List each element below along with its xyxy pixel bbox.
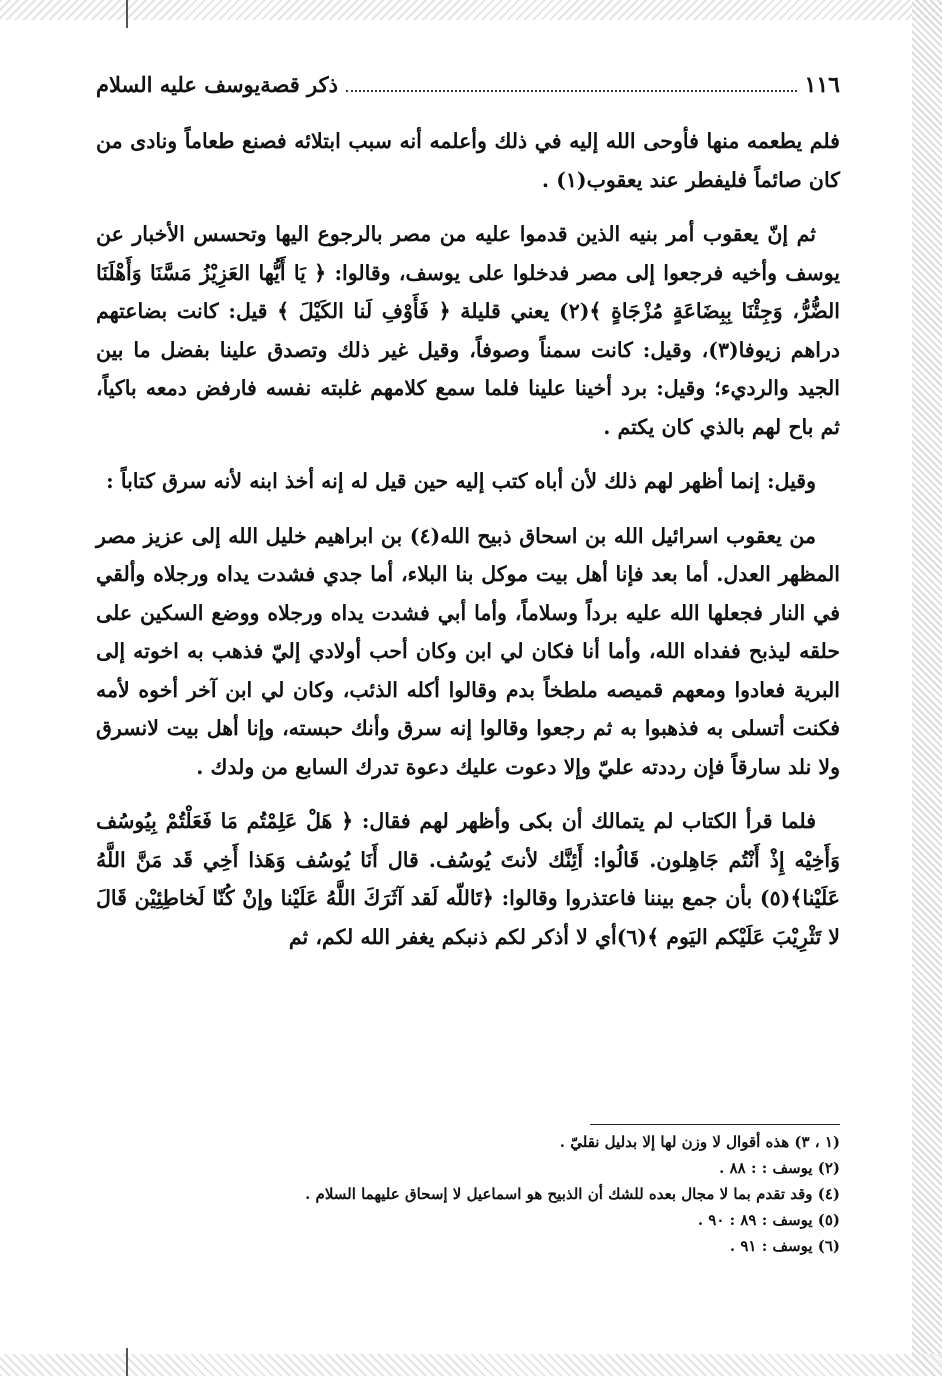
book-page xyxy=(96,72,840,1356)
running-title: ذكر قصةيوسف عليه السلام xyxy=(96,72,338,97)
decorative-bottom-border xyxy=(0,1354,942,1376)
header-dotted-leader xyxy=(346,90,797,92)
decorative-right-border xyxy=(912,0,942,1376)
page-number: ١١٦ xyxy=(804,72,840,98)
footnotes xyxy=(96,1124,840,1259)
scan-mark-top xyxy=(126,0,128,28)
main-text xyxy=(96,122,840,956)
paragraph-1: فلم يطعمه منها فأوحى الله إليه في ذلك وأعلمه أنه سبب ابتلائه فصنع طعاماً ونادى من كان صائماً فليفطر عند يعقوب(١) . xyxy=(96,129,840,192)
decorative-top-border xyxy=(0,0,942,20)
footnote-1: (١ ، ٣) هذه أقوال لا وزن لها إلا بدليل نقليّ . xyxy=(559,1133,840,1151)
footnote-4: (٤) وقد تقدم بما لا مجال بعده للشك أن الذبيح هو اسماعيل لا إسحاق عليهما السلام . xyxy=(305,1185,840,1203)
footnote-5: (٥) يوسف : ٨٩ : ٩٠ . xyxy=(697,1211,840,1229)
paragraph-4: من يعقوب اسرائيل الله بن اسحاق ذبيح الله(٤) بن ابراهيم خليل الله إلى عزيز مصر المظهر العدل. أما بعد فإنا أهل بيت موكل بنا البلاء، أما جدي فشدت يداه ورجلاه وألقي في النار فجعلها الله عليه برداً وسلاماً، وأما أبي فشدت يداه ورجلاه ووضع السكين على حلقه ليذبح ففداه الله، وأما أنا فكان لي ابن وكان أحب أولادي إليّ فذهب به اخوته إلى البرية فعادوا ومعهم قميصه ملطخاً بدم وقالوا أكله الذئب، وكان لي ابن آخر أخوه لأمه فكنت أتسلى به فذهبوا به ثم رجعوا وقالوا إنه سرق وأنك حبسته، وإنا أهل بيت لانسرق ولا نلد سارقاً فإن رددته عليّ وإلا دعوت عليك دعوة تدرك السابع من ولدك . xyxy=(96,523,840,779)
paragraph-2: ثم إنّ يعقوب أمر بنيه الذين قدموا عليه من مصر بالرجوع اليها وتحسس الأخبار عن يوسف وأخيه فرجعوا إلى مصر فدخلوا على يوسف، وقالوا: ﴿ يَا أَيُّها العَزِيْزُ مَسَّنَا وَأَهْلَنَا الضُّرُّ، وَجِئْنَا بِبِضَاعَةٍ مُزْجَاةٍ ﴾(٢) يعني قليلة ﴿ فَأَوْفِ لَنا الكَيْلَ ﴾ قيل: كانت بضاعتهم دراهم زيوفا(٣)، وقيل: كانت سمناً وصوفاً، وقيل غير ذلك وتصدق علينا بفضل ما بين الجيد والرديء؛ وقيل: برد أخينا علينا فلما سمع كلامهم غلبته نفسه فارفض دمعه باكياً، ثم باح لهم بالذي كان يكتم . xyxy=(96,222,840,439)
footnote-2: (٢) يوسف : : ٨٨ . xyxy=(719,1159,840,1177)
paragraph-5: فلما قرأ الكتاب لم يتمالك أن بكى وأظهر لهم فقال: ﴿ هَلْ عَلِمْتُم مَا فَعَلْتُمْ بِيُوسُف وَأَخِيْه إِذْ أَنْتُم جَاهِلون. قَالُوا: أَئِنَّك لأنتَ يُوسُف. قال أَنَا يُوسُف وَهَذا أَخِي قَد مَنَّ اللَّهُ عَلَيْنا﴾(٥) بأن جمع بيننا فاعتذروا وقالوا: ﴿تَاللّه لَقد آثَرَكَ اللَّهُ عَلَيْنا وإنْ كُنّا لَخاطِئِيْن قَالَ لا تَثْرِيْبَ عَلَيْكم اليَوم ﴾(٦)أي لا أذكر لكم ذنبكم يغفر الله لكم، ثم xyxy=(96,809,840,949)
page-header xyxy=(96,72,840,112)
footnote-6: (٦) يوسف : ٩١ . xyxy=(729,1237,840,1255)
footnote-separator xyxy=(590,1124,840,1125)
paragraph-3: وقيل: إنما أظهر لهم ذلك لأن أباه كتب إليه حين قيل له إنه أخذ ابنه لأنه سرق كتاباً : xyxy=(106,469,816,493)
